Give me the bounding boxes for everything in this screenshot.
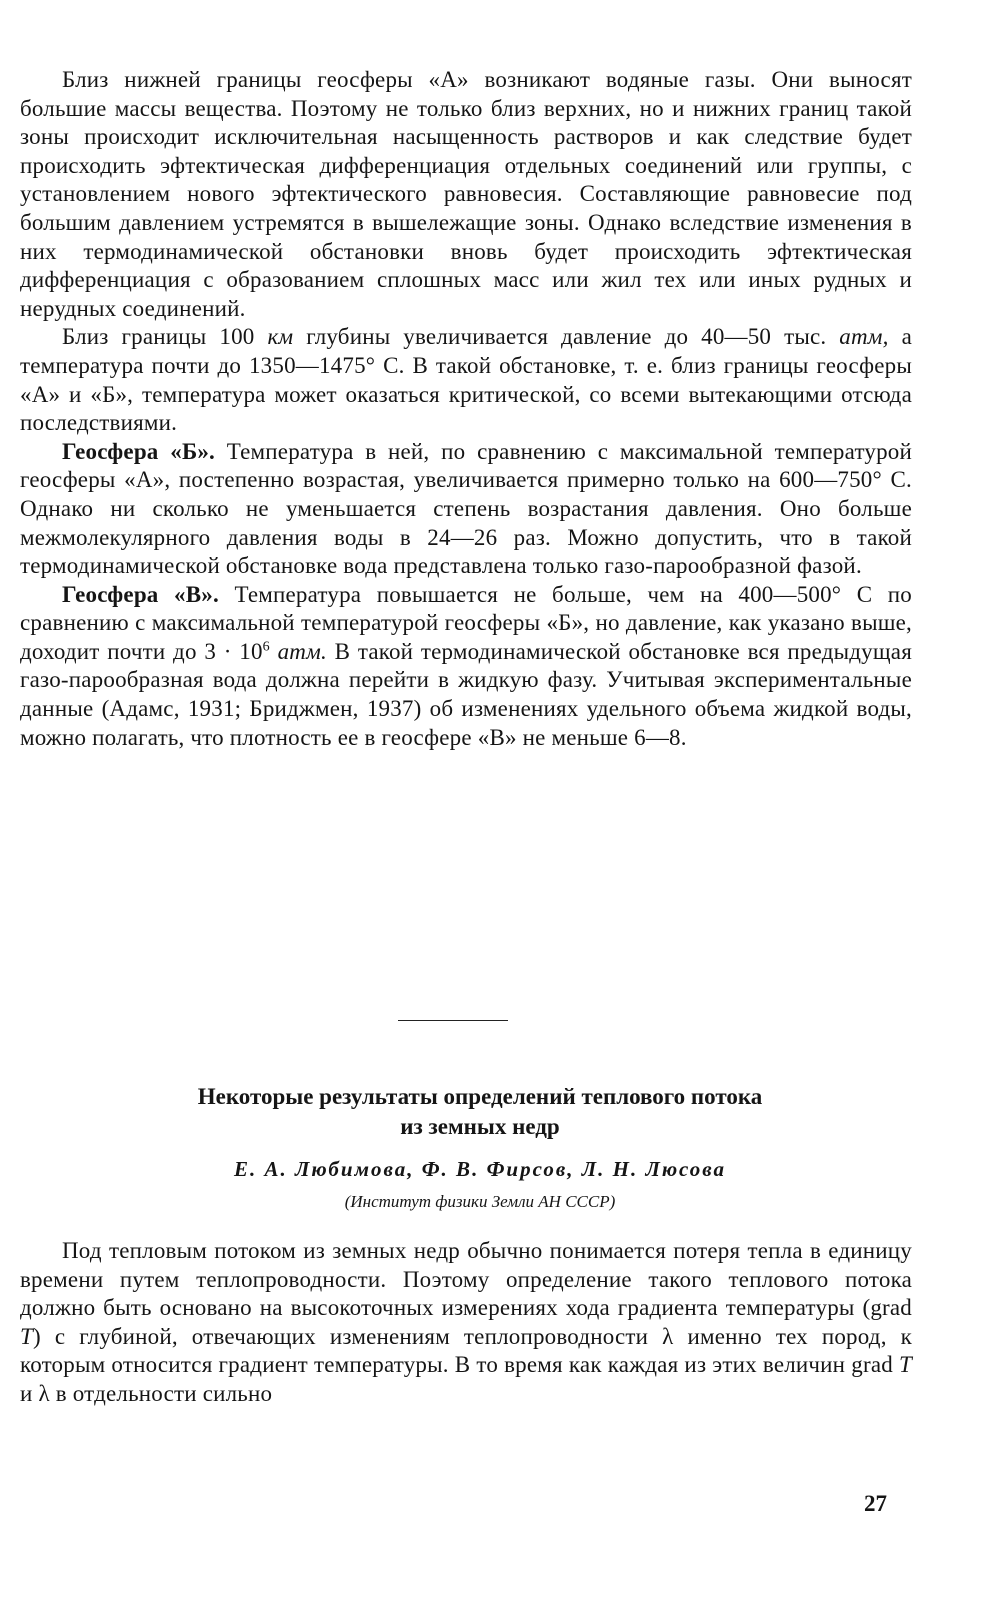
geosphere-v-text-a: Температура повышается не больше, чем на 400—500° С по сравнению с максимальной температурой геосферы «Б», но давление, как указано выше, доходит почти до 3 · 10 <box>20 581 913 664</box>
section-geospheres <box>20 66 912 752</box>
symbol-t-2: T <box>899 1352 912 1378</box>
geosphere-v-heading: Геосфера «В». <box>62 581 219 607</box>
unit-km: км <box>267 324 294 350</box>
geosphere-b-heading: Геосфера «Б». <box>62 438 216 464</box>
article-p1-text-b: ) с глубиной, отвечающих изменениям теплопроводности λ именно тех пород, к которым относится градиент температуры. В то время как каждая из этих величин grad <box>20 1323 912 1378</box>
article-p1-text-a: Под тепловым потоком из земных недр обычно понимается потеря тепла в единицу времени путем теплопроводности. Поэтому определение такого теплового потока должно быть основано на высокоточных измерениях хода градиента температуры (grad <box>20 1238 912 1321</box>
article-p1-text-c: и λ в отдельности сильно <box>20 1380 273 1406</box>
article-authors: Е. А. Любимова, Ф. В. Фирсов, Л. Н. Люсова <box>233 1157 727 1181</box>
geosphere-b-text: Температура в ней, по сравнению с максимальной температурой геосферы «А», постепенно возрастая, увеличивается примерно только на 600—750° С. Однако ни сколько не уменьшается степень возрастания давления. Оно больше межмолекулярного давления воды в 24—26 раз. Можно допустить, что в такой термодинамической обстановке вода представлена только газо-парообразной фазой. <box>20 438 912 579</box>
geosphere-v-text-b: В такой термодинамической обстановке вся предыдущая газо-парообразная вода должна перейти в жидкую фазу. Учитывая экспериментальные данные (Адамс, 1931; Бриджмен, 1937) об изменениях удельного объема жидкой воды, можно полагать, что плотность ее в геосфере «В» не меньше 6—8. <box>20 638 912 750</box>
section-divider <box>398 1020 508 1021</box>
paragraph-geosphere-b <box>20 438 912 581</box>
exponent: 6 <box>262 639 270 655</box>
unit-atm: атм, <box>839 324 889 350</box>
page-number: 27 <box>864 1491 887 1516</box>
paragraph-2 <box>20 323 912 437</box>
article-title <box>40 1082 920 1142</box>
paragraph-2-text-a: Близ границы 100 <box>62 324 268 350</box>
paragraph-2-text-b: глубины увеличивается давление до 40—50 тыс. <box>293 324 840 350</box>
paragraph-geosphere-v <box>20 581 912 753</box>
article-paragraph-1 <box>20 1237 912 1409</box>
article-title-line-2: из земных недр <box>400 1114 560 1139</box>
symbol-t-1: T <box>20 1323 33 1349</box>
article-title-line-1: Некоторые результаты определений теплового потока <box>197 1084 763 1109</box>
article-institution: (Институт физики Земли АН СССР) <box>344 1192 616 1211</box>
article-body <box>20 1237 912 1409</box>
paragraph-1: Близ нижней границы геосферы «А» возникают водяные газы. Они выносят большие массы вещества. Поэтому не только близ верхних, но и нижних границ такой зоны происходит исключительная насыщенность растворов и как следствие будет происходить эфтектическая дифференциация отдельных соединений или группы, с установлением нового эфтектического равновесия. Составляющие равновесие под большим давлением устремятся в вышележащие зоны. Однако вследствие изменения в них термодинамической обстановки вновь будет происходить эфтектическая дифференциация с образованием сплошных масс или жил тех или иных рудных и нерудных соединений. <box>20 67 912 321</box>
paragraph-2-text-c: а температура почти до 1350—1475° С. В такой обстановке, т. е. близ границы геосферы «А» и «Б», температура может оказаться критической, со всеми вытекающими отсюда последствиями. <box>20 324 912 436</box>
unit-atm-2: атм. <box>277 638 327 664</box>
